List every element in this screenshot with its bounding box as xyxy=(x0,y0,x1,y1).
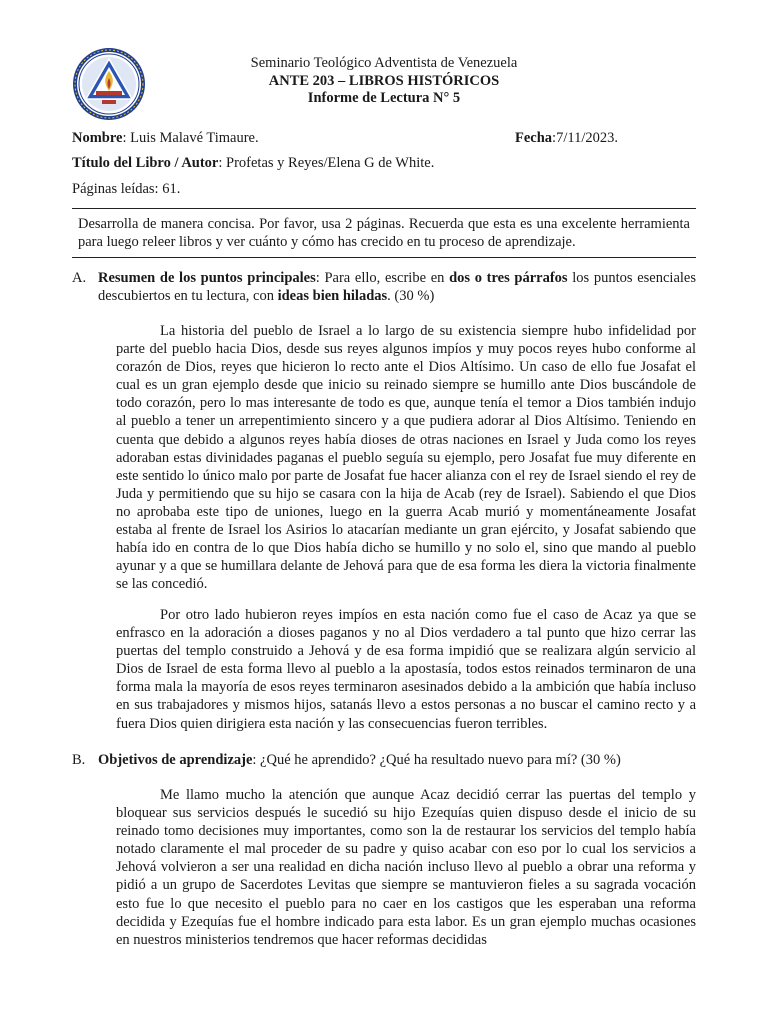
section-b-marker: B. xyxy=(72,752,86,768)
section-b-paragraph-1: Me llamo mucho la atención que aunque Acaz decidió cerrar las puertas del templo y bloquear sus servicios después le sucedió su hijo Ezequías quien dispuso desde el inicio de su reinado tomo decisiones muy importantes, como son la de restaurar los servicios del templo había notado claramente el mal proceder de su padre y quiso acabar con eso por lo cual los servicios a Jehová volvieron a ser una realidad en dicha nación incluso llevo al pueblo a obrar una reforma y pidió a un grupo de Sacerdotes Levitas que siempre se mantuvieron fieles a su sagrada vocación esto fue lo que necesito el pueblo para no caer en los castigos que les esperaban una reforma decidida y Ezequías fue el hombre indicado para esta labor. Es un gran ejemplo muchas ocasiones en nuestros ministerios tendremos que hacer reformas decididas xyxy=(116,787,696,948)
book-title-value: : Profetas y Reyes/Elena G de White. xyxy=(218,155,435,171)
section-a-text-1: : Para ello, escribe en xyxy=(315,270,450,286)
name-line xyxy=(72,129,259,147)
name-value: : Luis Malavé Timaure. xyxy=(122,130,259,146)
instructions-text: Desarrolla de manera concisa. Por favor, usa 2 páginas. Recuerda que esta es una excelente herramienta para luego releer libros y ver cuánto y cómo has crecido en tu proceso de aprendizaje. xyxy=(78,216,690,250)
section-b-text: : ¿Qué he aprendido? ¿Qué ha resultado nuevo para mí? (30 %) xyxy=(252,752,621,768)
section-a-prompt xyxy=(98,269,696,305)
seminary-seal-logo xyxy=(72,47,146,121)
institution-name: Seminario Teológico Adventista de Venezuela xyxy=(250,55,518,71)
course-title: ANTE 203 – LIBROS HISTÓRICOS xyxy=(268,72,500,89)
section-a-title: Resumen de los puntos principales xyxy=(98,270,316,286)
section-b-title: Objetivos de aprendizaje xyxy=(98,752,253,768)
section-a-paragraph-2: Por otro lado hubieron reyes impíos en esta nación como fue el caso de Acaz ya que se enfrasco en la adoración a dioses paganos y no al Dios verdadero a tal punto que hizo cerrar las puertas del templo construido a Jehová y de esa forma impidió que se realizara algún servicio al Dios de Israel de esta forma llevo al pueblo a la apostasía, todos estos reinados terminaron de una forma mala la mayoría de esos reyes terminaron asesinados debido a la ambición que había incluso en sus trabajadores y mismos hijos, satanás llevo a estos personas a no buscar el camino recto y a fuera Dios quien dirigiera esta nación y las consecuencias fueron terribles. xyxy=(116,607,696,732)
section-a-heading xyxy=(72,269,696,305)
book-title-label: Título del Libro / Autor xyxy=(72,155,219,171)
date-label: Fecha xyxy=(515,130,553,146)
date-value: :7/11/2023. xyxy=(552,130,618,146)
bottom-divider xyxy=(72,257,696,258)
date-line xyxy=(515,129,618,147)
book-title-line xyxy=(72,154,434,172)
section-a-text-2: los puntos esenciales descubiertos en tu lectura, con xyxy=(98,270,696,304)
section-a-marker: A. xyxy=(72,270,87,286)
section-a-text-3: . (30 %) xyxy=(387,288,435,304)
section-b-heading xyxy=(72,751,696,769)
top-divider xyxy=(72,208,696,209)
name-label: Nombre xyxy=(72,130,123,146)
section-a-paragraph-1: La historia del pueblo de Israel a lo largo de su existencia siempre hubo infidelidad por parte del pueblo hacia Dios, desde sus reyes algunos impíos y muy pocos reyes hubo conforme al corazón de Dios, reyes que hicieron lo recto ante el Dios Altísimo. Un caso de ello fue Josafat el cual es un gran ejemplo desde que inicio su reinado siempre se humillo ante Dios buscándole de todo corazón, pero lo mas interesante de todo es que, aunque tenía el temor a Dios también indujo al pueblo a tener un arrepentimiento sincero y a que pudiera adorar al Dios Altísimo. Teniendo en cuenta que debido a algunos reyes había dioses de otras naciones en Israel y Juda como los reyes adoraban estas divinidades paganas el pueblo seguía su ejemplo, pero Josafat fue muy diferente en este sentido lo único malo por parte de Josafat fue hacer alianza con el rey de Israel siendo el rey de Juda y permitiendo que su hijo se casara con la hija de Acab (rey de Israel). Sabiendo el que Dios no aprobaba este tipo de uniones, luego en la guerra Acab murió y momentáneamente Josafat estaba al frente de Israel los Asirios lo atacarían mediante un gran ejército, y Josafat sabiendo que había ido en contra de lo que Dios había dicho se humillo y no solo el, sino que mando al pueblo ayunar y a que se humillara delante de Jehová para que de esa forma les diera la victoria finalmente se las concedió. xyxy=(116,323,696,593)
document-header xyxy=(160,55,608,108)
pages-read-line: Páginas leídas: 61. xyxy=(72,181,181,197)
section-b-prompt xyxy=(98,751,696,769)
section-a-bold-1: dos o tres párrafos xyxy=(449,270,568,286)
report-title: Informe de Lectura N° 5 xyxy=(307,90,461,106)
section-a-bold-2: ideas bien hiladas xyxy=(277,288,388,304)
